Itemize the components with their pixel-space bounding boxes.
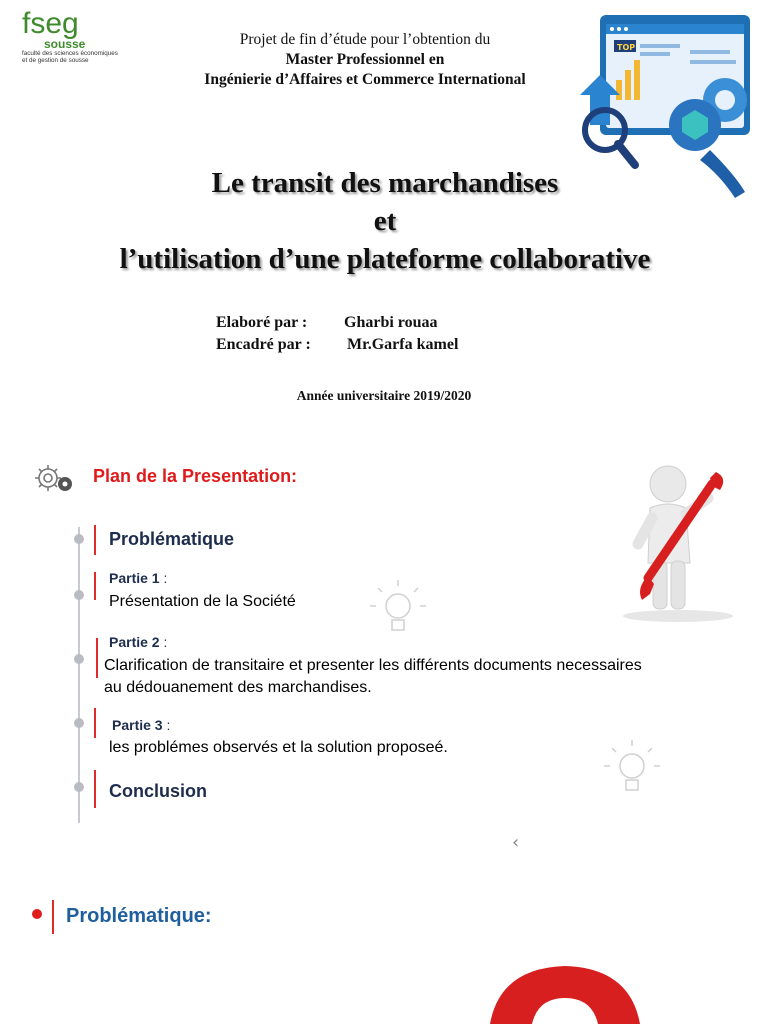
red-ring-graphic xyxy=(480,960,650,1024)
prepared-by-label: Elaboré par : xyxy=(216,314,308,331)
plan-item-problematique: Problématique xyxy=(109,529,235,549)
timeline-tick xyxy=(94,572,96,600)
part2-label: Partie 2 : xyxy=(109,634,168,650)
part1-description: Présentation de la Société xyxy=(109,593,296,610)
title-line-2: et xyxy=(373,205,397,237)
project-header xyxy=(140,30,590,90)
timeline-tick xyxy=(94,708,96,738)
timeline-dot xyxy=(74,590,84,600)
logo-city: sousse xyxy=(44,37,86,51)
top-badge: TOP xyxy=(617,43,636,52)
part3-description: les problémes observés et la solution proposeé. xyxy=(109,739,448,756)
section-bullet xyxy=(32,909,42,919)
part2-description-line-2: au dédouanement des marchandises. xyxy=(104,679,372,696)
supervised-by-label: Encadré par : xyxy=(216,336,311,353)
timeline-dot xyxy=(74,534,84,544)
prepared-by-name: Gharbi rouaa xyxy=(344,314,438,331)
timeline-dot xyxy=(74,654,84,664)
part1-label: Partie 1 : xyxy=(109,570,168,586)
gears-icon xyxy=(32,460,78,498)
part2-description-line-1: Clarification de transitaire et presenter les différents documents necessaires xyxy=(104,657,642,674)
title-line-1: Le transit des marchandises xyxy=(211,167,559,199)
timeline-tick xyxy=(94,525,96,555)
logo-word: fseg xyxy=(22,7,79,40)
problematique-title: Problématique: xyxy=(66,905,212,927)
part2-description xyxy=(104,655,764,699)
plan-item-conclusion: Conclusion xyxy=(109,781,207,801)
header-line-2: Master Professionnel en xyxy=(285,51,445,68)
timeline-dot xyxy=(74,782,84,792)
chevron-left-icon[interactable]: ‹ xyxy=(512,832,520,853)
timeline-tick xyxy=(94,770,96,808)
authors-block xyxy=(216,312,458,356)
timeline-tick xyxy=(96,638,98,678)
worker-wrench-icon xyxy=(608,458,743,623)
part3-label: Partie 3 : xyxy=(112,717,171,733)
lightbulb-icon xyxy=(602,738,662,808)
academic-year: Année universitaire 2019/2020 xyxy=(296,388,472,403)
supervised-by-name: Mr.Garfa kamel xyxy=(347,336,459,353)
fseg-logo xyxy=(22,7,137,82)
title-line-3: l’utilisation d’une plateforme collaborative xyxy=(119,243,651,275)
logo-tagline-2: et de gestion de sousse xyxy=(22,57,89,64)
logo-tagline-1: faculté des sciences économiques xyxy=(22,50,118,57)
lightbulb-icon xyxy=(368,578,428,648)
timeline-line xyxy=(78,527,80,823)
section-tick xyxy=(52,900,54,934)
header-line-1: Projet de fin d’étude pour l’obtention du xyxy=(239,31,491,48)
main-title xyxy=(40,164,730,278)
plan-title: Plan de la Presentation: xyxy=(93,466,298,486)
header-line-3: Ingénierie d’Affaires et Commerce International xyxy=(204,71,526,88)
timeline-dot xyxy=(74,718,84,728)
